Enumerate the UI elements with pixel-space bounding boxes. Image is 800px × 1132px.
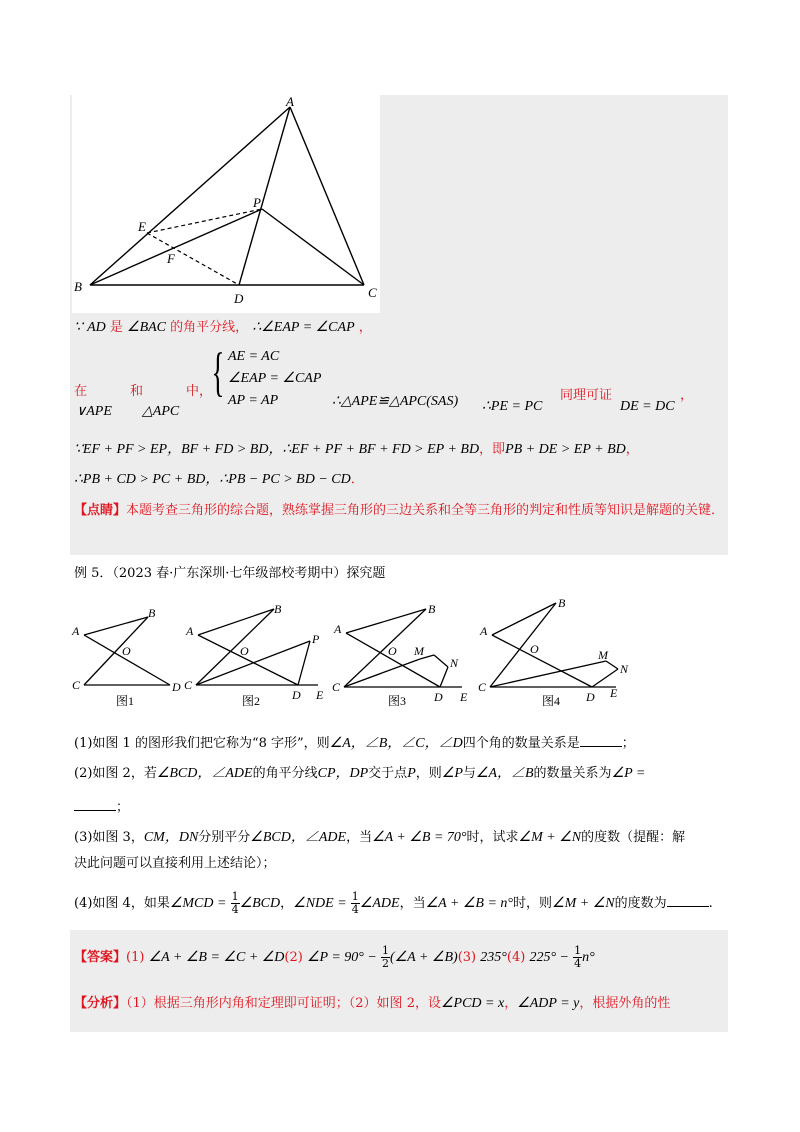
fig2-c: C: [184, 678, 193, 692]
fig3-e: E: [460, 690, 468, 704]
fig4-a: A: [480, 624, 488, 638]
label-e: E: [138, 219, 146, 234]
fig4-d: D: [586, 690, 595, 704]
caption-fig3: 图3: [388, 694, 407, 708]
fig1-d: D: [172, 680, 181, 694]
triangle-figure: [72, 95, 380, 313]
fig1-o: O: [122, 644, 131, 658]
question-2: (2)如图 2，若∠BCD，∠ADE的角平分线CP，DP交于点P，则∠P与∠A，∠B的数量关系为∠P =: [74, 766, 646, 781]
question-1: (1)如图 1 的图形我们把它称为“8 字形”，则∠A，∠B，∠C，∠D四个角的数量关系是 ；: [74, 736, 635, 751]
comment-label: 【点睛】: [74, 503, 127, 518]
question-2-blank-line: ；: [74, 798, 129, 816]
fig4-b: B: [558, 596, 566, 610]
question-3: (3)如图 3，CM，DN分别平分∠BCD，∠ADE，当∠A + ∠B = 70°时，试求∠M + ∠N的度数（提醒：解: [74, 830, 686, 845]
fig3-b: B: [428, 602, 436, 616]
fig2-p: P: [312, 632, 320, 646]
example-figures: [70, 595, 730, 713]
triangle-diagram: [72, 95, 380, 313]
comment-block: [74, 498, 728, 524]
fig2-b: B: [274, 602, 282, 616]
caption-fig2: 图2: [242, 694, 261, 708]
fig3-d: D: [434, 690, 443, 704]
comment-text: 本题考查三角形的综合题，熟练掌握三角形的三边关系和全等三角形的判定和性质等知识是解题的关键．: [126, 503, 725, 518]
fig1-a: A: [72, 624, 80, 638]
fig2-e: E: [316, 688, 324, 702]
solution-line-1: ∵ AD 是 ∠BAC 的角平分线， ∴∠EAP = ∠CAP ，: [74, 320, 372, 335]
analysis-label: 【分析】: [74, 996, 127, 1011]
fig3-m: M: [414, 644, 424, 658]
pe-equals-pc: ∴PE = PC: [482, 399, 543, 414]
system-eq-1: AE = AC: [228, 349, 280, 364]
answer-line: 【答案】(1) ∠A + ∠B = ∠C + ∠D(2) ∠P = 90° − $\frac{1}{2}$ (∠A + ∠B)(3) 235°(4) 225° − $\frac{1}{4}$ n°: [74, 944, 595, 970]
label-c: C: [368, 285, 377, 300]
solution-line-4: ∴PB + CD > PC + BD，∴PB − PC > BD − CD．: [74, 472, 364, 487]
fig3-c: C: [332, 680, 341, 694]
fig4-o: O: [530, 642, 539, 656]
triangle-ape: ∨APE: [76, 404, 112, 419]
de-equals-dc: DE = DC: [620, 399, 675, 414]
fig1-b: B: [148, 606, 156, 620]
mid-label: 中，: [186, 384, 213, 399]
and-label: 和: [130, 384, 144, 399]
fraction-1-4-b: $\frac{1}{4}$: [351, 890, 359, 916]
label-f: F: [167, 251, 175, 266]
fig2-o: O: [240, 644, 249, 658]
in-label: 在: [74, 384, 88, 399]
system-eq-3: AP = AP: [228, 393, 279, 408]
q1-blank[interactable]: [580, 734, 622, 747]
label-d: D: [234, 291, 244, 306]
question-4: (4)如图 4，如果∠MCD = $\frac{1}{4}$ ∠BCD，∠NDE = $\frac{1}{4}$ ∠ADE，当∠A + ∠B = n°时，则∠M + ∠N的度数为 .: [74, 890, 713, 916]
fraction-1-4-c: $\frac{1}{4}$: [574, 944, 582, 970]
label-p: P: [253, 195, 261, 210]
comma: ，: [680, 388, 694, 403]
fig4-e: E: [610, 686, 618, 700]
fig4-n: N: [620, 662, 629, 676]
analysis-line: 【分析】（1）根据三角形内角和定理即可证明；（2）如图 2，设∠PCD = x，∠ADP = y，根据外角的性: [74, 996, 671, 1011]
caption-fig1: 图1: [116, 694, 135, 708]
fraction-1-2: $\frac{1}{2}$: [381, 944, 389, 970]
fig3-o: O: [388, 644, 397, 658]
answer-3: 235°: [480, 950, 507, 965]
caption-fig4: 图4: [542, 694, 561, 708]
triangle-apc: △APC: [142, 404, 180, 419]
label-b: B: [74, 279, 82, 294]
q2-blank[interactable]: [74, 798, 116, 811]
fig2-d: D: [292, 688, 301, 702]
similarly-prove: 同理可证: [560, 388, 613, 403]
system-brace: {: [211, 342, 225, 402]
solution-line-3: ∵EF + PF > EP，BF + FD > BD，∴EF + PF + BF + FD > EP + BD，即PB + DE > EP + BD，: [74, 442, 639, 457]
fig2-a: A: [186, 624, 194, 638]
fig3-n: N: [450, 656, 459, 670]
answer-1: ∠A + ∠B = ∠C + ∠D: [148, 950, 285, 965]
label-a: A: [286, 95, 294, 109]
fig4-c: C: [478, 680, 487, 694]
system-eq-2: ∠EAP = ∠CAP: [228, 371, 322, 386]
fig1-c: C: [72, 678, 81, 692]
question-3-line2: 决此问题可以直接利用上述结论）；: [74, 856, 276, 871]
q4-blank[interactable]: [667, 894, 709, 907]
answer-label: 【答案】: [74, 950, 127, 965]
fig3-a: A: [334, 622, 342, 636]
example-title: 例 5．（2023 春·广东深圳·七年级部校考期中）探究题: [74, 566, 386, 581]
fraction-1-4-a: $\frac{1}{4}$: [231, 890, 239, 916]
fig4-m: M: [598, 648, 608, 662]
congruence-statement: ∴△APE≌△APC(SAS): [332, 394, 459, 409]
